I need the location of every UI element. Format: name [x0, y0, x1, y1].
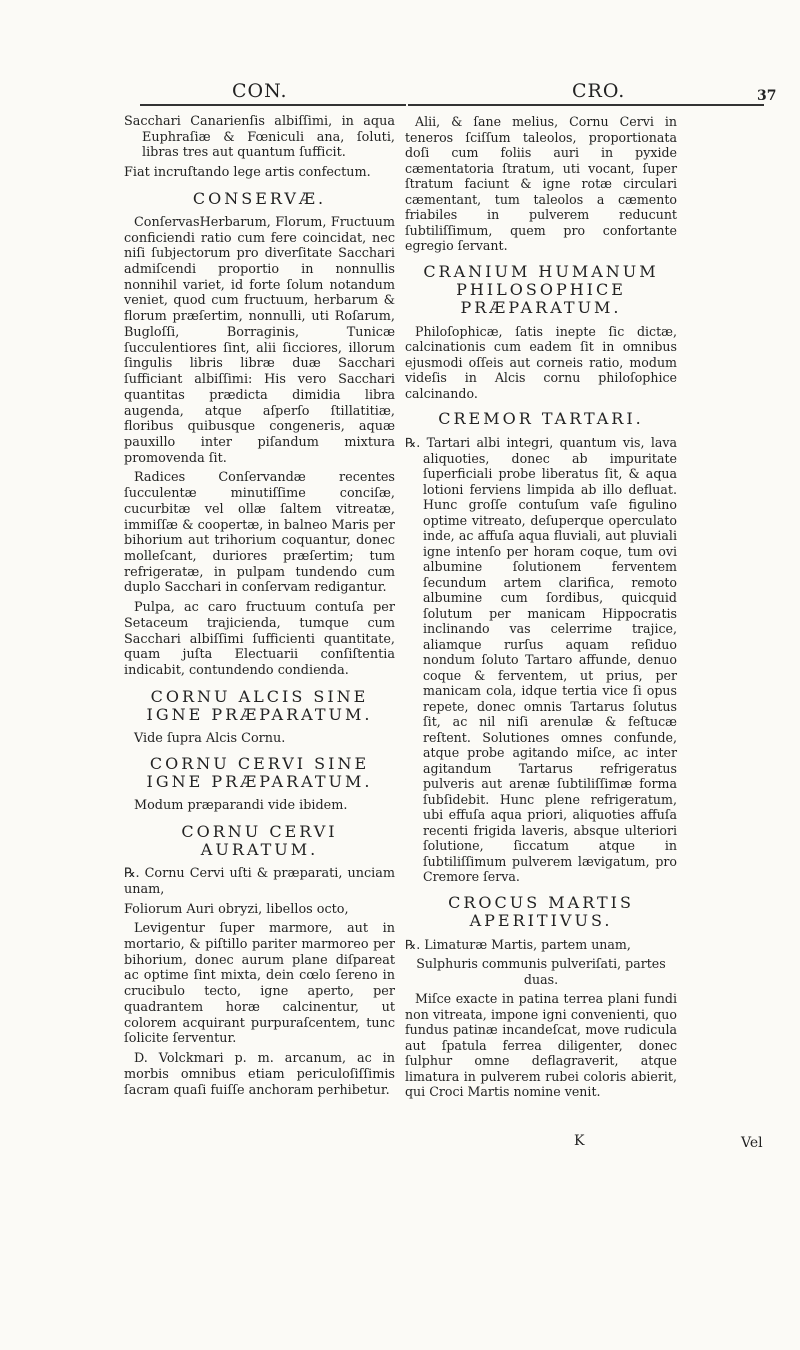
section-heading: CORNU CERVI SINE IGNE PRÆPARATUM. — [146, 754, 373, 792]
paragraph: Vide ſupra Alcis Cornu. — [134, 730, 286, 746]
page-number: 37 — [757, 88, 777, 104]
paragraph: Radices Conſervandæ recentes ſucculentæ minutiſſime conciſæ, cucurbitæ vel ollæ ſaltem vitreatæ, immiſſæ & coopertæ, in balneo Maris per bihorium aut trihorium coquantur, donec molleſcant, duriores præſertim; tum refrigeratæ, in pulpam tundendo cum duplo Sacchari in conſervam redigantur. — [124, 470, 395, 596]
paragraph: Sulphuris communis pulveriſati, partes duas. — [416, 956, 666, 987]
paragraph: ConſervasHerbarum, Florum, Fructuum conficiendi ratio cum fere coincidat, nec niſi ſubjectorum pro diverſitate Sacchari admiſcendi proportio in nonnullis nonnihil variet, id forte ſolum notandum veniet, quod cum fructuum, herbarum & florum præſertim, nonnulli, uti Roſarum, Bugloſſi, Borraginis, Tunicæ ſucculentiores ſint, alii ſicciores, illorum ſingulis libris libræ duæ Sacchari ſufficiant albiſſimi: His vero Sacchari quantitas prædicta dimidia libra augenda, atque aſperſo ſtillatitiæ, floribus quibusque congeneris, aquæ pauxillo inter piſandum mixtura promovenda ſit. — [124, 214, 395, 466]
paragraph: Foliorum Auri obryzi, libellos octo, — [124, 901, 349, 917]
paragraph: Levigentur ſuper marmore, aut in mortario, & piſtillo pariter marmoreo per bihorium, donec aurum plane diſpareat ac optime ſint mixta, dein cœlo ſereno in crucibulo tecto, igne aperto, per quadrantem horæ calcinentur, ut colorem acquirant purpuraſcentem, tunc ſolicite ſerventur. — [124, 921, 395, 1047]
running-head-right: CRO. — [572, 80, 626, 102]
section-heading: CORNU ALCIS SINE IGNE PRÆPARATUM. — [146, 686, 373, 724]
paragraph: ℞. Tartari albi integri, quantum vis, lava aliquoties, donec ab impuritate ſuperficiali probe liberatus ſit, & aqua lotioni ferviens limpida ab illo defluat. Hunc groſſe contuſum vaſe figulino optime vitreato, deſuperque operculato inde, ac affuſa aqua fluviali, aut pluviali igne intenſo per horam coque, tum ovi albumine ſolutionem ferventem ſecundum artem clarifica, remoto albumine cum ſordibus, quicquid ſolutum per manicam Hippocratis inclinando vas celerrime trajice, aliamque rurſus aquam reſiduo nondum ſoluto Tartaro affunde, denuo coque & ferventem, ut prius, per manicam cola, idque tertia vice ſi opus repete, donec omnis Tartarus ſolutus ſit, ac nil niſi arenulæ & feſtucæ reſtent. Solutiones omnes confunde, atque probe agitando miſce, ac inter agitandum Tartarus refrigeratus pulveris aut arenæ ſubtiliſſimæ forma ſubſidebit. Hunc plene refrigeratum, ubi effuſa aqua priori, aliquoties affuſa recenti frigida laveris, absque ulteriori ſolutione, ſiccatum atque in ſubtiliſſimum pulverem lævigatum, pro Cremore ſerva. — [405, 435, 677, 884]
paragraph: Modum præparandi vide ibidem. — [134, 798, 348, 814]
paragraph: Sacchari Canarienſis albiſſimi, in aqua Euphraſiæ & Fœniculi ana, ſoluti, libras tres aut quantum ſufficit. — [124, 114, 395, 161]
paragraph: Philoſophicæ, ſatis inepte ſic dictæ, calcinationis cum eadem ſit in omnibus ejusmodi oſſeis aut corneis ratio, modum videſis in Alcis cornu philoſophice calcinando. — [405, 323, 677, 401]
signature-mark: K — [574, 1133, 585, 1149]
paragraph: Fiat incruſtando lege artis confectum. — [124, 165, 371, 181]
paragraph: D. Volckmari p. m. arcanum, ac in morbis omnibus etiam periculoſiſſimis ſacram quaſi fuiſſe anchoram perhibetur. — [124, 1051, 395, 1098]
header-rule-left — [140, 104, 406, 106]
header-rule-right — [408, 104, 764, 106]
paragraph: ℞. Cornu Cervi uſti & præparati, unciam unam, — [124, 866, 395, 897]
paragraph: Pulpa, ac caro fructuum contuſa per Setaceum trajicienda, tumque cum Sacchari albiſſimi ſufficienti quantitate, quam juſta Electuarii conſiſtentia indicabit, contundendo condienda. — [124, 600, 395, 678]
section-heading: CREMOR TARTARI. — [438, 409, 644, 428]
section-heading: CROCUS MARTIS APERITIVUS. — [448, 892, 634, 930]
right-column — [405, 114, 677, 1104]
left-column — [124, 114, 395, 1102]
catchword: Vel — [741, 1135, 763, 1151]
paragraph: ℞. Limaturæ Martis, partem unam, — [405, 936, 631, 952]
section-heading: CONSERVÆ. — [192, 188, 327, 208]
paragraph: Miſce exacte in patina terrea plani fundi non vitreata, impone igni convenienti, quo fundus patinæ incandeſcat, move rudicula aut ſpatula ferrea diligenter, donec ſulphur omne deflagraverit, atque limatura in pulverem rubei coloris abierit, qui Croci Martis nomine venit. — [405, 991, 677, 1099]
paragraph: Alii, & ſane melius, Cornu Cervi in teneros ſciſſum taleolos, proportionata doſi cum foliis auri in pyxide cæmentatoria ſtratum, uti vocant, ſuper ſtratum faciunt & igne rotæ circulari cæmentant, tum taleolos a cæmento friabiles in pulverem reducunt ſubtiliſſimum, quem pro confortante egregio ſervant. — [405, 114, 677, 253]
section-heading: CRANIUM HUMANUM PHILOSOPHICE PRÆPARATUM. — [423, 261, 659, 317]
running-head-left: CON. — [232, 80, 288, 102]
section-heading: CORNU CERVI AURATUM. — [181, 822, 338, 860]
